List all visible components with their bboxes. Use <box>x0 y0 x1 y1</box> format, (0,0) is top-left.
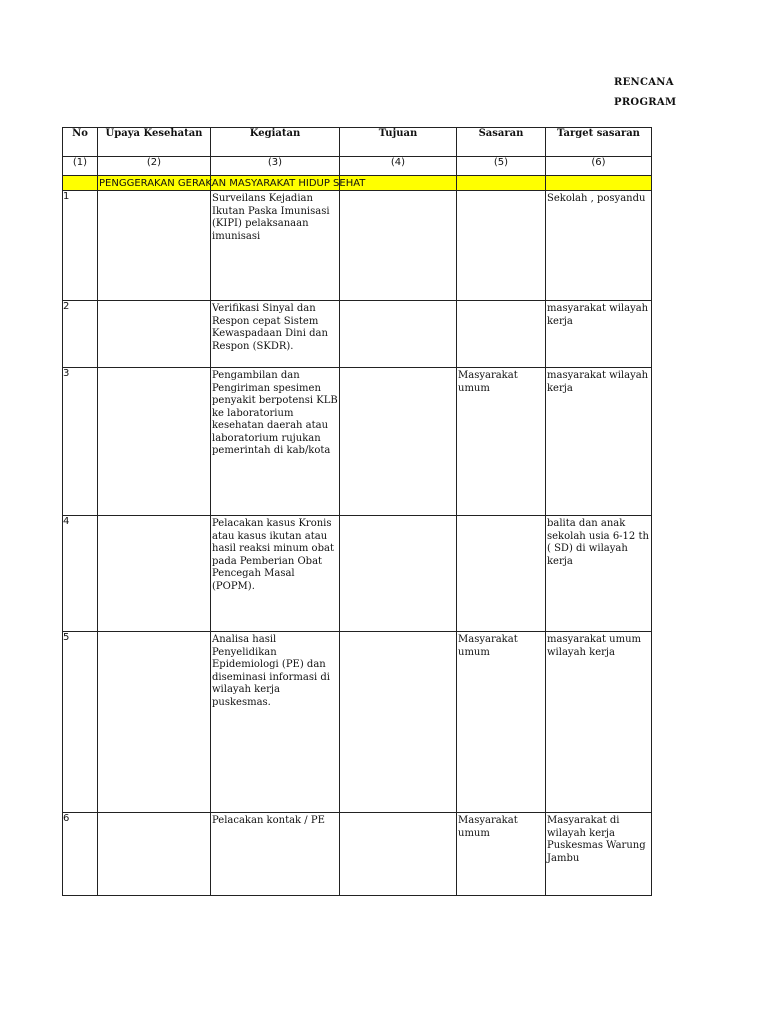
target-cell: Sekolah , posyandu <box>546 191 652 301</box>
table-row <box>63 301 652 368</box>
target-cell: balita dan anak sekolah usia 6-12 th ( SD) di wilayah kerja <box>546 516 652 632</box>
document-title-line-1: RENCANA <box>614 77 674 88</box>
row-number: 2 <box>63 301 98 368</box>
header-sasaran: Sasaran <box>457 128 546 157</box>
column-number-5: (5) <box>457 157 546 176</box>
target-cell: masyarakat wilayah kerja <box>546 301 652 368</box>
section-label: PENGGERAKAN GERAKAN MASYARAKAT HIDUP SEHAT <box>99 178 366 189</box>
row-number: 1 <box>63 191 98 301</box>
tujuan-cell <box>340 368 457 516</box>
column-number-4: (4) <box>340 157 457 176</box>
column-number-2: (2) <box>98 157 211 176</box>
row-number: 4 <box>63 516 98 632</box>
sasaran-cell <box>457 191 546 301</box>
tujuan-cell <box>340 191 457 301</box>
kegiatan-cell: Pelacakan kontak / PE <box>211 813 340 896</box>
tujuan-cell <box>340 632 457 813</box>
header-target-sasaran: Target sasaran <box>546 128 652 157</box>
table-row <box>63 368 652 516</box>
upaya-cell <box>98 301 211 368</box>
sasaran-cell <box>457 301 546 368</box>
kegiatan-cell: Pelacakan kasus Kronis atau kasus ikutan atau hasil reaksi minum obat pada Pemberian Obat Pencegah Masal (POPM). <box>211 516 340 632</box>
tujuan-cell <box>340 516 457 632</box>
target-cell: masyarakat wilayah kerja <box>546 368 652 516</box>
sasaran-cell: Masyarakat umum <box>457 632 546 813</box>
numbering-row <box>63 157 652 176</box>
sasaran-cell <box>457 516 546 632</box>
column-number-6: (6) <box>546 157 652 176</box>
upaya-cell <box>98 813 211 896</box>
sasaran-cell: Masyarakat umum <box>457 813 546 896</box>
sasaran-cell: Masyarakat umum <box>457 368 546 516</box>
header-tujuan: Tujuan <box>340 128 457 157</box>
target-cell: Masyarakat di wilayah kerja Puskesmas Warung Jambu <box>546 813 652 896</box>
row-number: 6 <box>63 813 98 896</box>
column-number-1: (1) <box>63 157 98 176</box>
table-row <box>63 191 652 301</box>
header-no: No <box>63 128 98 157</box>
header-row <box>63 128 652 157</box>
table-row <box>63 813 652 896</box>
kegiatan-cell: Pengambilan dan Pengiriman spesimen penyakit berpotensi KLB ke laboratorium kesehatan daerah atau laboratorium rujukan pemerintah di kab/kota <box>211 368 340 516</box>
upaya-cell <box>98 191 211 301</box>
kegiatan-cell: Analisa hasil Penyelidikan Epidemiologi (PE) dan diseminasi informasi di wilayah kerja puskesmas. <box>211 632 340 813</box>
tujuan-cell <box>340 813 457 896</box>
upaya-cell <box>98 516 211 632</box>
target-cell: masyarakat umum wilayah kerja <box>546 632 652 813</box>
row-number: 3 <box>63 368 98 516</box>
table-row <box>63 632 652 813</box>
upaya-cell <box>98 368 211 516</box>
document-title-line-2: PROGRAM <box>614 97 677 108</box>
upaya-cell <box>98 632 211 813</box>
column-number-3: (3) <box>211 157 340 176</box>
kegiatan-cell: Surveilans Kejadian Ikutan Paska Imunisasi (KIPI) pelaksanaan imunisasi <box>211 191 340 301</box>
kegiatan-cell: Verifikasi Sinyal dan Respon cepat Sistem Kewaspadaan Dini dan Respon (SKDR). <box>211 301 340 368</box>
header-upaya-kesehatan: Upaya Kesehatan <box>98 128 211 157</box>
row-number: 5 <box>63 632 98 813</box>
tujuan-cell <box>340 301 457 368</box>
table-row <box>63 516 652 632</box>
header-kegiatan: Kegiatan <box>211 128 340 157</box>
program-plan-table <box>62 127 652 896</box>
